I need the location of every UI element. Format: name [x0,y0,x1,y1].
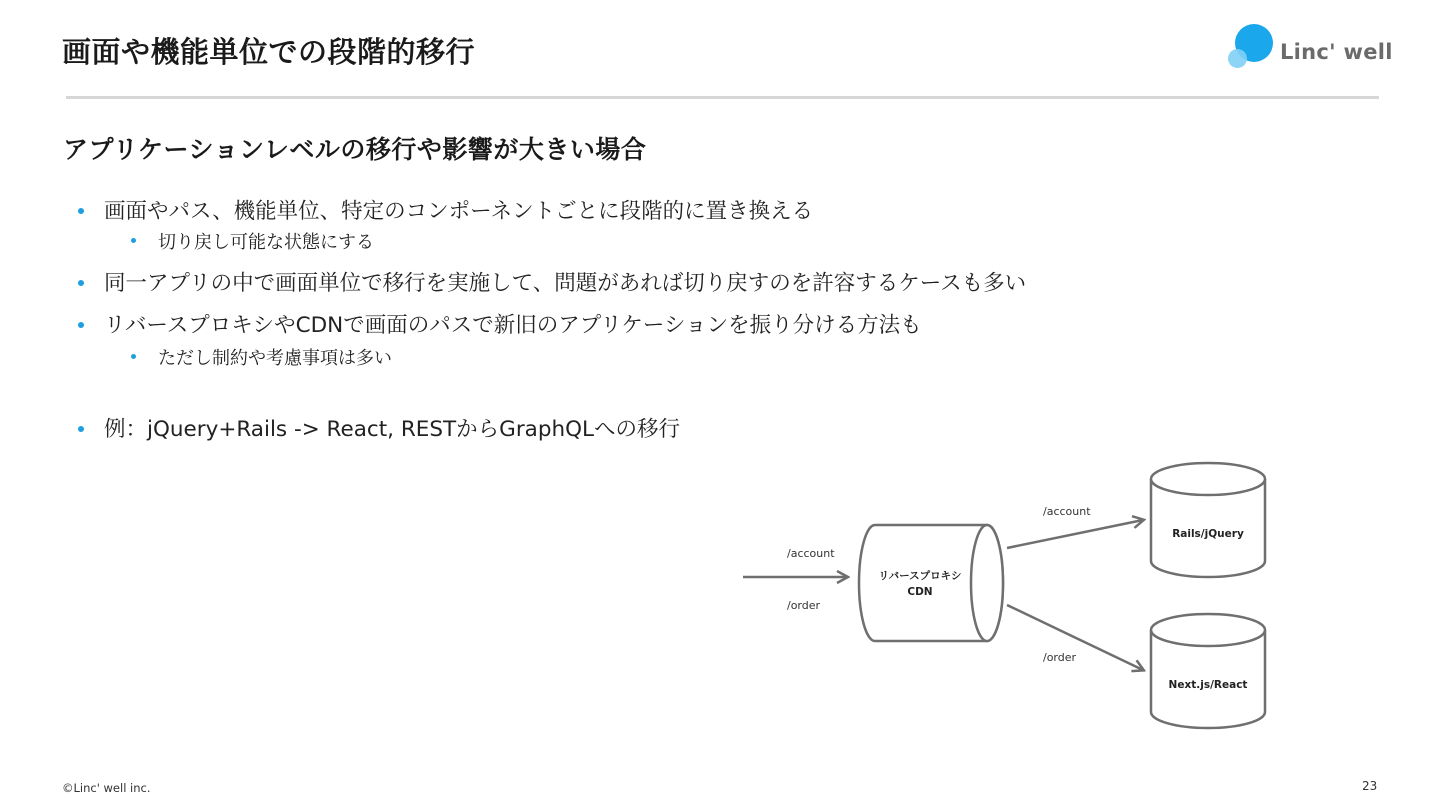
nextjs-react-node [1151,614,1265,728]
logo-circle-small [1228,49,1247,68]
page-number: 23 [1362,779,1378,793]
rails-jquery-label: Rails/jQuery [1172,528,1244,540]
bullet-item: 例：jQuery+Rails -> React, RESTからGraphQLへの移行 [104,417,681,442]
bullet-item: リバースプロキシやCDNで画面のパスで新旧のアプリケーションを振り分ける方法も [104,313,922,338]
proxy-label: リバースプロキシ [878,570,962,582]
bullet-dot [78,426,84,432]
sub-bullet-item: 切り戻し可能な状態にする [158,232,374,253]
sub-bullet-dot [131,238,136,243]
slide-title: 画面や機能単位での段階的移行 [62,35,476,69]
company-logo [1228,22,1393,72]
bullet-item: 画面やパス、機能単位、特定のコンポーネントごとに段階的に置き換える [104,199,814,224]
route-label-order: /order [1043,651,1077,664]
input-label-order: /order [787,599,821,612]
bullet-item: 同一アプリの中で画面単位で移行を実施して、問題があれば切り戻すのを許容するケースも多い [104,271,1027,296]
bullet-dot [78,322,84,328]
routing-diagram [735,455,1280,735]
sub-bullet-item: ただし制約や考慮事項は多い [158,348,392,369]
route-arrow-top [1007,520,1143,548]
bullet-dot [78,280,84,286]
sub-bullet-dot [131,354,136,359]
section-subtitle: アプリケーションレベルの移行や影響が大きい場合 [63,135,647,164]
bullet-dot [78,208,84,214]
nextjs-react-label: Next.js/React [1168,679,1248,691]
route-label-account: /account [1043,505,1091,518]
proxy-cdn-node [859,525,1003,641]
rails-jquery-node [1151,463,1265,577]
cdn-label: CDN [907,586,933,598]
title-divider [66,96,1379,99]
logo-wordmark: Linc' well [1280,40,1393,64]
footer-copyright: ©Linc' well inc. [62,781,151,795]
input-label-account: /account [787,547,835,560]
